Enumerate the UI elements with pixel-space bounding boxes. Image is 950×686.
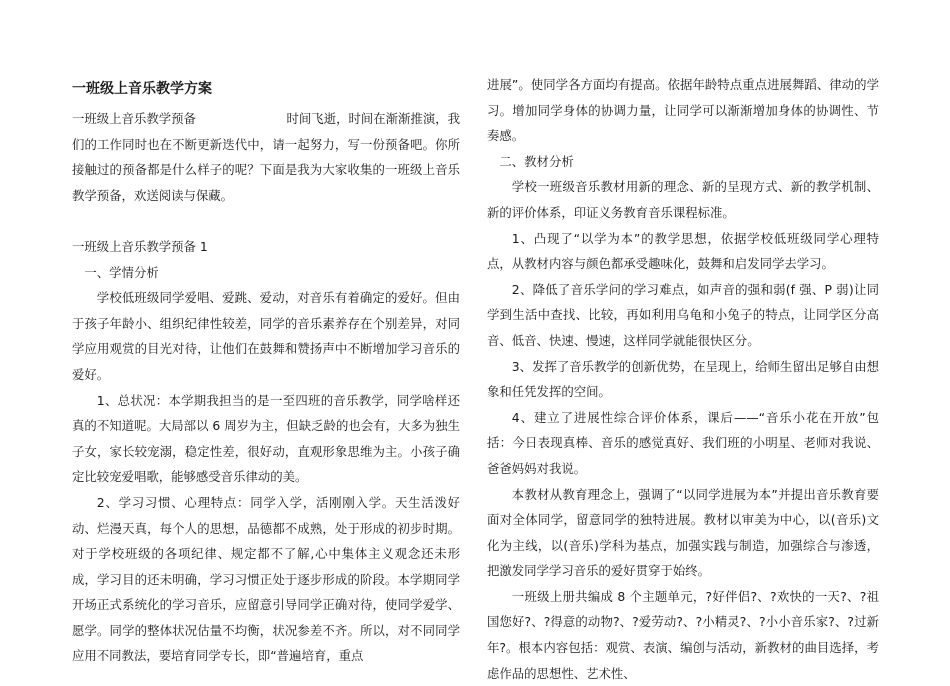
blank-line xyxy=(72,208,460,234)
paragraph-point-3: 3、发挥了音乐教学的创新优势，在呈现上，给师生留出足够自由想象和任凭发挥的空间。 xyxy=(487,358,880,400)
left-column xyxy=(72,72,460,669)
paragraph-continuation: 进展”。使同学各方面均有提高。依据年龄特点重点进展舞蹈、律动的学习。增加同学身体的协调力量，让同学可以渐渐增加身体的协调性、节奏感。 xyxy=(487,77,879,144)
paragraph-learning-habits: 2、学习习惯、心理特点：同学入学，活刚刚入学。天生活泼好动、烂漫天真，每个人的思想，品德都不成熟，处于形成的初步时期。对于学校班级的各项纪律、规定都不了解,心中集体主义观念还未形成，学习目的还未明确，学习习惯正处于逐步形成的阶段。本学期同学开场正式系统化的学习音乐，应留意引导同学正确对待，使同学爱学、愿学。同学的整体状况估量不均衡，状况参差不齐。所以，对不同同学应用不同教法，要培育同学专长，即“普遍培育，重点 xyxy=(72,494,460,664)
paragraph-textbook-intro: 学校一班级音乐教材用新的理念、新的呈现方式、新的教学机制、新的评价体系，印证义务教育音乐课程标准。 xyxy=(487,179,879,220)
paragraph-overall-status: 1、总状况：本学期我担当的是一至四班的音乐教学，同学啥样还真的不知道呢。大局部以 6 周岁为主，但缺乏龄的也会有，大多为独生子女，家长较宠溺，稳定性差，很好动，直观形象思维为主。小孩子确定比较宠爱唱歌，能够感受音乐律动的美。 xyxy=(72,392,460,485)
paragraph-teaching-philosophy: 本教材从教育理念上，强调了“以同学进展为本”并提出音乐教育要面对全体同学，留意同学的独特进展。教材以审美为中心，以(音乐)文化为主线，以(音乐)学科为基点，加强实践与制造，加强综合与渗透，把激发同学学习音乐的爱好贯穿于始终。 xyxy=(487,486,879,579)
paragraph-learner-analysis: 学校低班级同学爱唱、爱跳、爱动，对音乐有着确定的爱好。但由于孩子年龄小、组织纪律性较差，同学的音乐素养存在个别差异，对同学应用观赏的目光对待，让他们在鼓舞和赞扬声中不断增加学习音乐的爱好。 xyxy=(72,290,460,382)
document-title: 一班级上音乐教学方案 xyxy=(72,81,212,97)
intro-paragraph: 们的工作同时也在不断更新迭代中，请一起努力，写一份预备吧。你所接触过的预备都是什么样子的呢？下面是我为大家收集的一班级上音乐教学预备，欢送阅读与保藏。 xyxy=(72,136,460,203)
intro-heading: 一班级上音乐教学预备 xyxy=(72,111,196,126)
paragraph-point-2: 2、降低了音乐学问的学习难点，如声音的强和弱(f 强、P 弱)让同学到生活中查找、比较，再如利用乌龟和小兔子的特点，让同学区分高音、低音、快速、慢速，这样同学就能很快区分。 xyxy=(487,281,879,348)
intro-first-line xyxy=(72,106,460,132)
paragraph-point-1: 1、凸现了“以学为本”的教学思想，依据学校低班级同学心理特点，从教材内容与颜色都承受趣味化，鼓舞和启发同学去学习。 xyxy=(487,230,879,272)
heading-learner-analysis: 一、学情分析 xyxy=(84,264,159,280)
paragraph-units: 一班级上册共编成 8 个主题单元，?好伴侣?、?欢快的一天?、?祖国您好?、?得意的动物?、?爱劳动?、?小精灵?、?小小音乐家?、?过新年?。根本内容包括：观赏、表演、编创与活动，新教材的曲目选择，考虑作品的思想性、艺术性、 xyxy=(487,588,879,681)
right-column xyxy=(487,72,879,686)
intro-lead: 时间飞逝，时间在渐渐推演，我 xyxy=(286,111,460,126)
paragraph-point-4: 4、建立了进展性综合评价体系，课后——“音乐小花在开放”包括：今日表现真棒、音乐的感觉真好、我们班的小明星、老师对我说、爸爸妈妈对我说。 xyxy=(487,409,879,476)
heading-textbook-analysis: 二、教材分析 xyxy=(499,153,574,169)
section-title: 一班级上音乐教学预备 1 xyxy=(72,238,208,254)
